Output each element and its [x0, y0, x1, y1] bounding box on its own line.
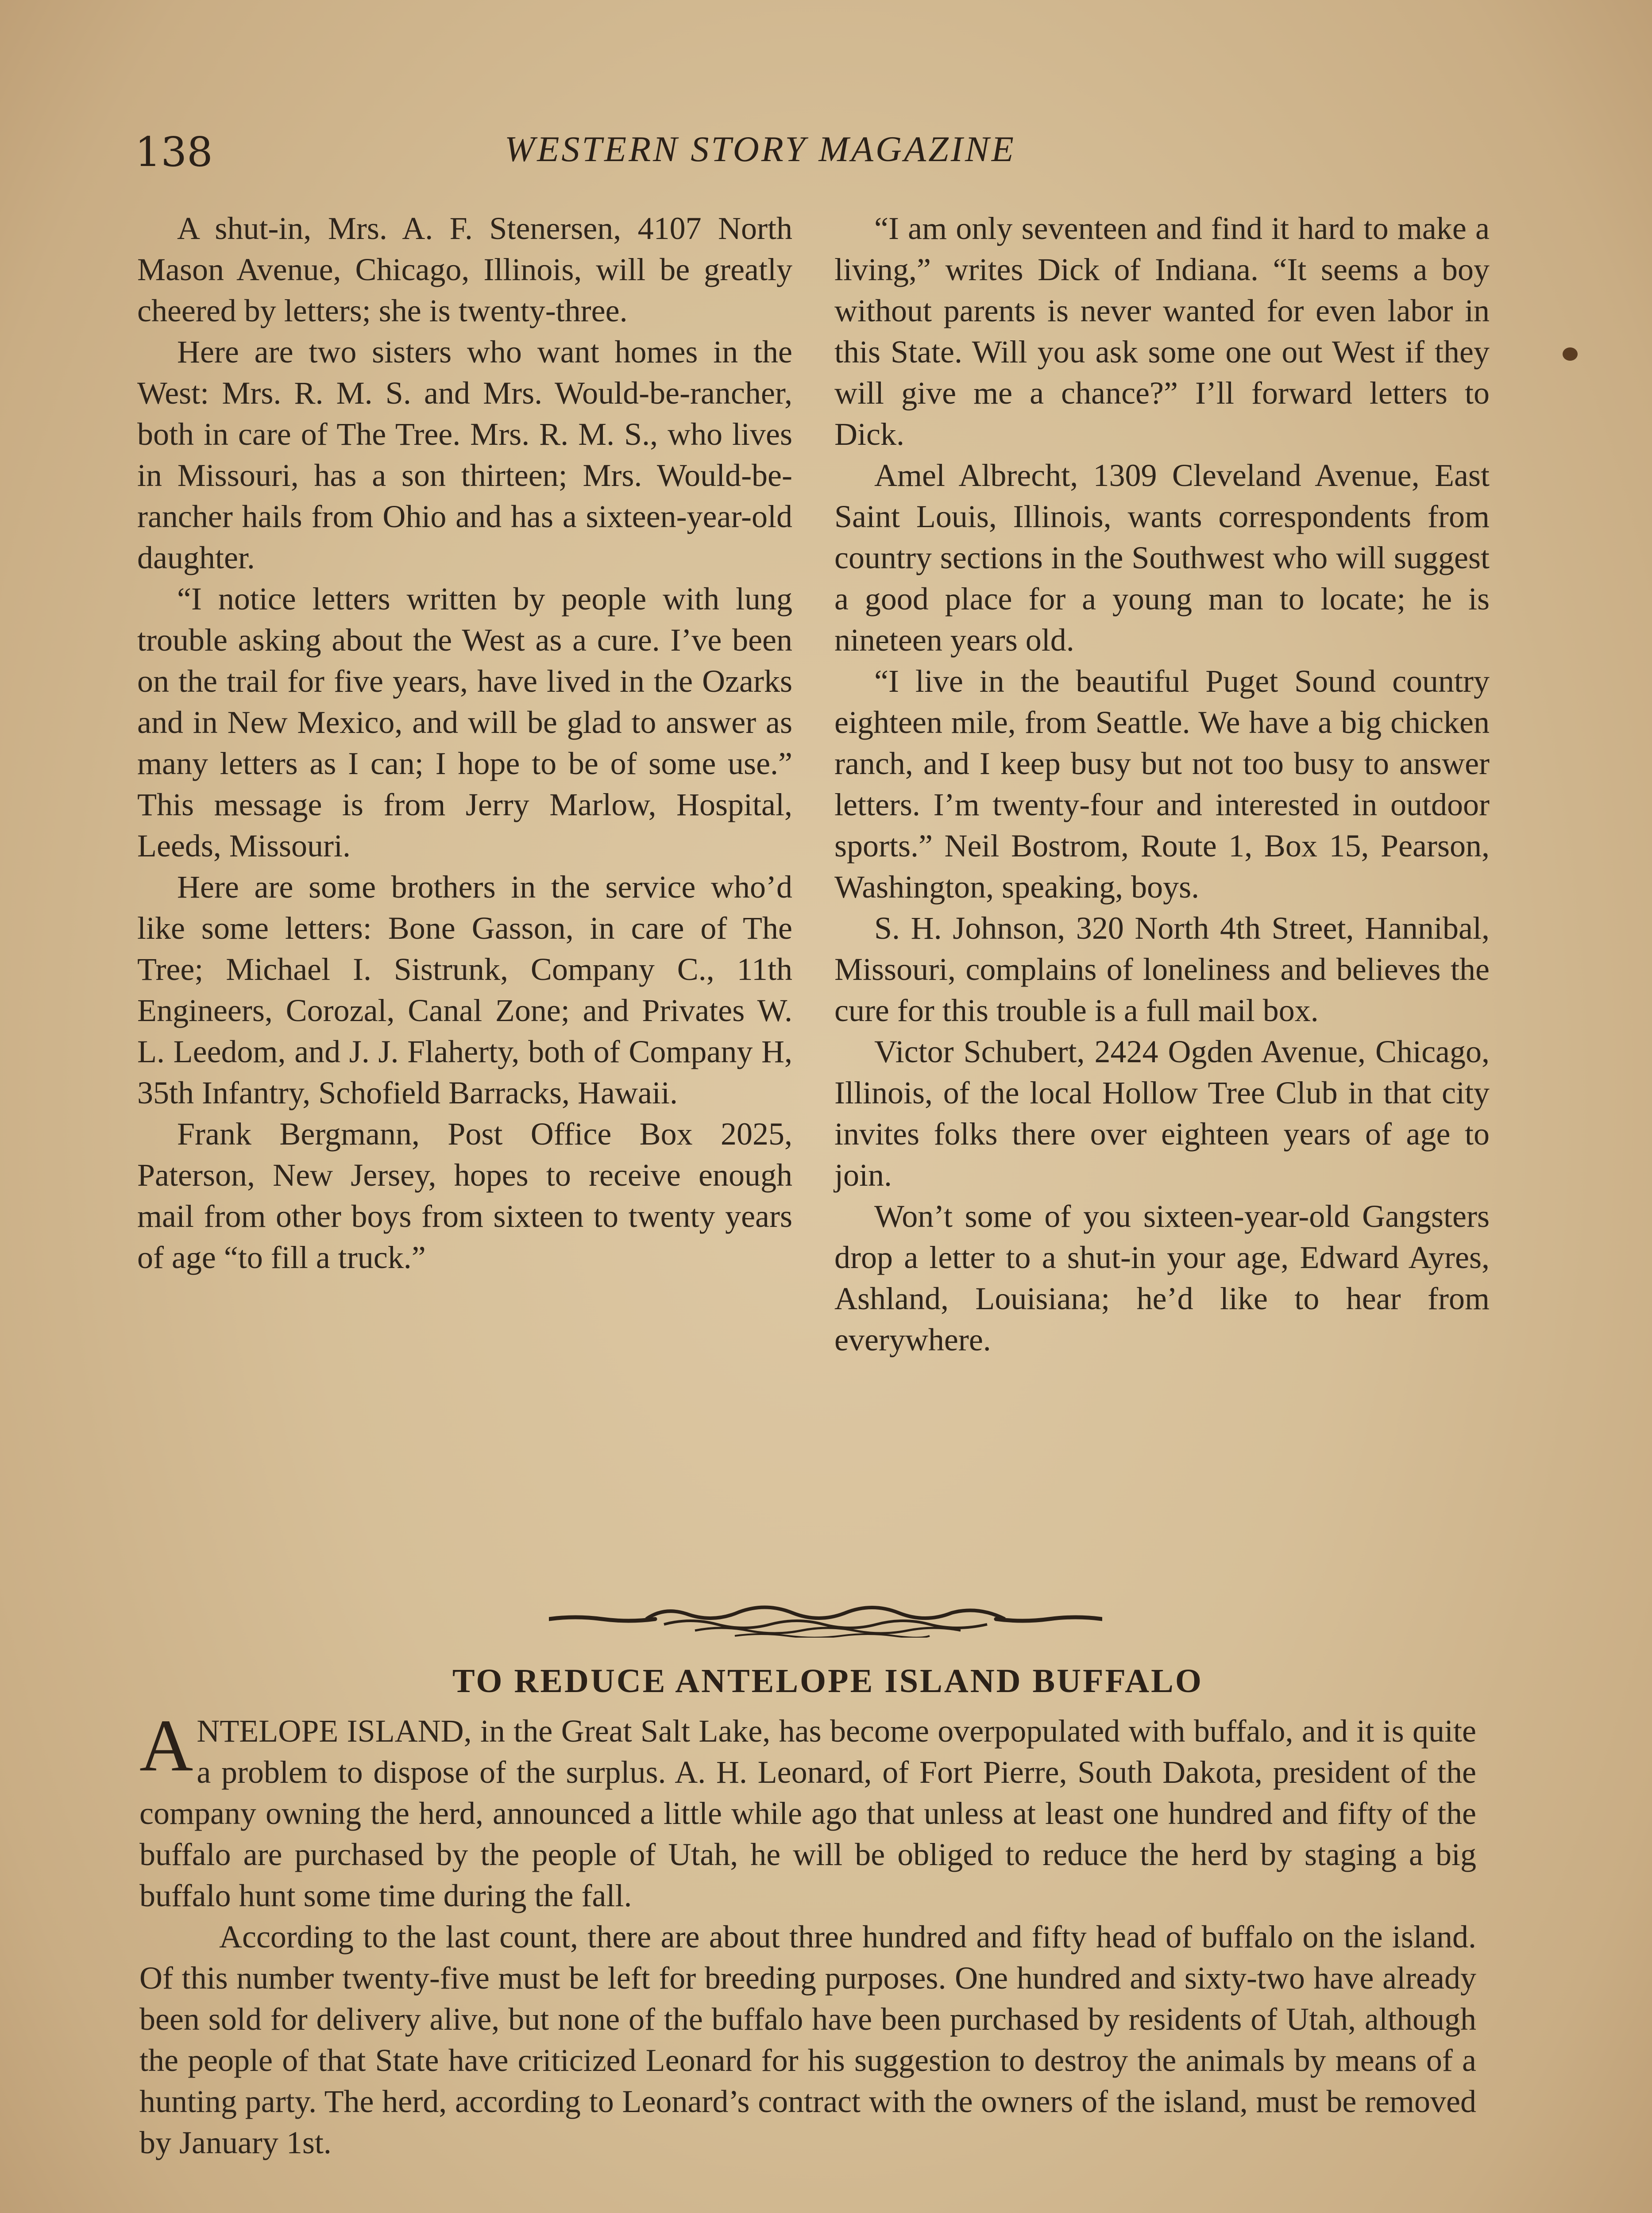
paragraph: Frank Bergmann, Post Office Box 2025, Paterson, New Jersey, hopes to receive enough mail from other boys from sixteen to twenty years of age “to fill a truck.”	[137, 1116, 792, 1275]
page-number: 138	[135, 128, 213, 176]
right-column	[834, 208, 1490, 1361]
paragraph: S. H. Johnson, 320 North 4th Street, Hannibal, Missouri, complains of loneliness and believes the cure for this trouble is a full mail box.	[834, 910, 1490, 1028]
article-paragraph: According to the last count, there are about three hundred and fifty head of buffalo on the island. Of this number twenty-five must be left for breeding purposes. One hundred and sixty-two have already been sold for delivery alive, but none of the buffalo have been purchased by residents of Utah, although the people of that State have criticized Leonard for his suggestion to destroy the animals by means of a hunting party. The herd, according to Leonard’s contract with the owners of the island, must be removed by January 1st.	[139, 1919, 1476, 2160]
paragraph: A shut-in, Mrs. A. F. Stenersen, 4107 North Mason Avenue, Chicago, Illinois, will be greatly cheered by letters; she is twenty-three.	[137, 211, 792, 328]
ink-speck	[1563, 347, 1578, 361]
article-body	[139, 1704, 1476, 2163]
article-paragraph-text: NTELOPE ISLAND, in the Great Salt Lake, has become overpopulated with buffalo, and it is quite a problem to dispose of the surplus. A. H. Leonard, of Fort Pierre, South Dakota, president of the company owning the herd, announced a little while ago that unless at least one hundred and fifty of the buffalo are purchased by the people of Utah, he will be obliged to reduce the herd by staging a big buffalo hunt some time during the fall.	[139, 1713, 1476, 1913]
wave-ornament	[549, 1598, 1102, 1638]
paragraph: Won’t some of you sixteen-year-old Gangsters drop a letter to a shut-in your age, Edward Ayres, Ashland, Louisiana; he’d like to hear from everywhere.	[834, 1199, 1490, 1357]
paragraph: Victor Schubert, 2424 Ogden Avenue, Chicago, Illinois, of the local Hollow Tree Club in that city invites folks there over eighteen years of age to join.	[834, 1034, 1490, 1193]
paragraph: “I notice letters written by people with lung trouble asking about the West as a cure. I’ve been on the trail for five years, have lived in the Ozarks and in New Mexico, and will be glad to answer as many letters as I can; I hope to be of some use.” This message is from Jerry Marlow, Hospital, Leeds, Missouri.	[137, 581, 792, 864]
article-title: TO REDUCE ANTELOPE ISLAND BUFFALO	[452, 1662, 1203, 1700]
drop-cap: A	[139, 1704, 193, 1787]
paragraph: Amel Albrecht, 1309 Cleveland Avenue, East Saint Louis, Illinois, wants correspondents from country sections in the Southwest who will suggest a good place for a young man to locate; he is nineteen years old.	[834, 458, 1490, 658]
article-paragraph	[139, 1704, 1476, 1916]
paragraph: “I am only seventeen and find it hard to make a living,” writes Dick of Indiana. “It seems a boy without parents is never wanted for even labor in this State. Will you ask some one out West if they will give me a chance?” I’ll forward letters to Dick.	[834, 211, 1490, 452]
paragraph: Here are two sisters who want homes in the West: Mrs. R. M. S. and Mrs. Would-be-rancher, both in care of The Tree. Mrs. R. M. S., who lives in Missouri, has a son thirteen; Mrs. Would-be-rancher hails from Ohio and has a sixteen-year-old daughter.	[137, 334, 792, 575]
paragraph: “I live in the beautiful Puget Sound country eighteen mile, from Seattle. We have a big chicken ranch, and I keep busy but not too busy to answer letters. I’m twenty-four and interested in outdoor sports.” Neil Bostrom, Route 1, Box 15, Pearson, Washington, speaking, boys.	[834, 663, 1490, 905]
paragraph: Here are some brothers in the service who’d like some letters: Bone Gasson, in care of The Tree; Michael I. Sistrunk, Company C., 11th Engineers, Corozal, Canal Zone; and Privates W. L. Leedom, and J. J. Flaherty, both of Company H, 35th Infantry, Schofield Barracks, Hawaii.	[137, 869, 792, 1110]
running-head: WESTERN STORY MAGAZINE	[505, 129, 1016, 169]
left-column	[137, 208, 792, 1278]
